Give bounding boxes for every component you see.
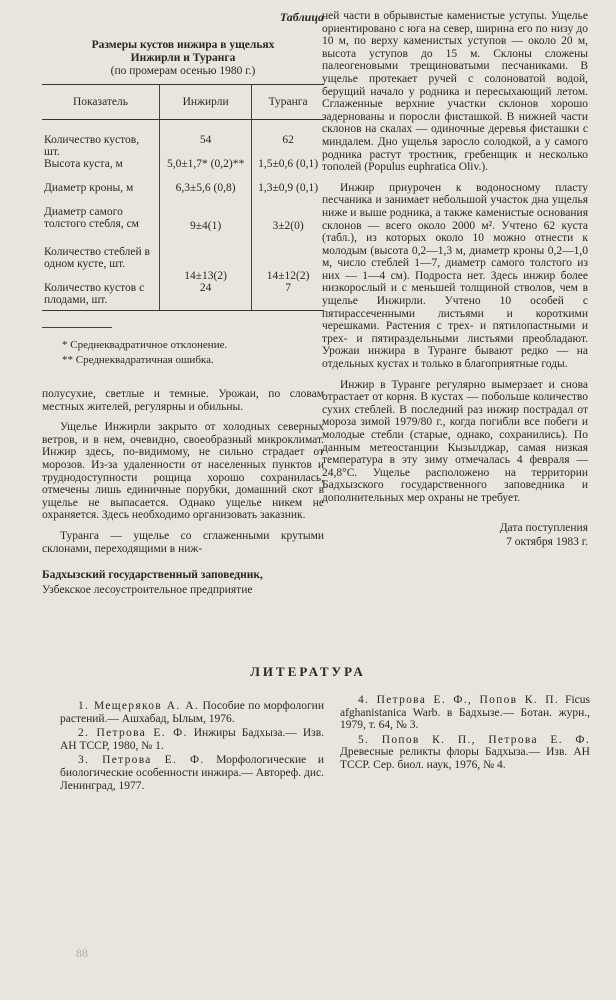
reference-item <box>60 700 324 725</box>
table-title-line-3: (по промерам осенью 1980 г.) <box>110 65 256 77</box>
left-paragraph-3: Туранга — ущелье со сглаженными крутыми склонами, переходящими в ниж- <box>42 529 324 555</box>
cell-turanga: 1,5±0,6 (0,1) <box>252 158 324 182</box>
reference-text: Морфологические и биологические особенности инжира.— Автореф. дис. Ленинград, 1977. <box>60 754 324 792</box>
footnote-2: ** Среднеквадратичная ошибка. <box>62 354 214 366</box>
page-number: 88 <box>76 946 88 960</box>
table-row <box>42 182 324 206</box>
table-row <box>42 206 324 246</box>
literature-heading: ЛИТЕРАТУРА <box>250 664 366 679</box>
right-paragraph-1: ней части в обрывистые каменистые уступы. Ущелье ориентировано с юга на север, ширина его по низу до 10 м, по верху каменистых уступов — около 20 м, высота уступов до 15 м. Склоны сложены палеогеновыми трещиноватыми песчаниками. В ущелье протекает ручей с солоноватой водой, берущий начало у родника и пересыхающий летом. Сглаженные верхние участки склонов хорошо задернованы и поросли фисташкой. В нижней части склонов на скалах — одиночные деревья фисташки с миндалем. Дно ущелья заросло солодкой, а у самого родника растут тростник, гребенщик и несколько тополей (Populus euphratica Oliv.). <box>322 10 588 174</box>
reference-author: 1. Мещеряков А. А. <box>78 700 200 712</box>
row-label: Количество кустов, шт. <box>44 134 140 158</box>
reference-item <box>340 734 590 772</box>
cell-inzhirli: 9±4(1) <box>160 206 252 246</box>
cell-turanga: 62 <box>252 120 324 159</box>
table-row <box>42 282 324 311</box>
affiliation-org: Узбекское лесоустроительное предприятие <box>42 584 253 597</box>
right-paragraph-3: Инжир в Туранге регулярно вымерзает и снова отрастает от корня. В кустах — побольше количество сухих стеблей. В последний раз инжир пострадал от мороза зимой 1979/80 г., когда погибли все побеги и молодые стебли (старые, однако, сохранились). По данным метеостанции Кызылджар, самая низкая температура в эту зиму отмечалась 4 февраля —24,8°С. Ущелье расположено на территории Бадхызского государственного заповедника и дополнительных мер охраны не требует. <box>322 378 588 504</box>
row-label: Количество кустов с плодами, шт. <box>42 282 160 311</box>
references-right <box>340 694 590 774</box>
reference-item <box>340 694 590 732</box>
cell-inzhirli: 5,0±1,7* (0,2)** <box>160 158 252 182</box>
row-label: Диаметр самого толстого стебля, см <box>44 206 139 230</box>
cell-inzhirli: 6,3±5,6 (0,8) <box>160 182 252 206</box>
received-date: 7 октября 1983 г. <box>506 535 588 548</box>
left-column <box>42 10 324 596</box>
table-title-line-2: Инжирли и Туранга <box>130 52 236 64</box>
cell-inzhirli: 24 <box>160 282 252 311</box>
reference-item <box>60 754 324 792</box>
cell-turanga: 1,3±0,9 (0,1) <box>252 182 324 206</box>
header-indicator: Показатель <box>42 85 160 120</box>
row-label: Высота куста, м <box>44 158 123 170</box>
affiliation-reserve: Бадхызский государственный заповедник, <box>42 569 263 582</box>
reference-author: 3. Петрова Е. Ф. <box>78 754 205 767</box>
received-note <box>322 521 588 549</box>
reference-item <box>60 727 324 752</box>
row-label: Количество стеблей в одном кусте, шт. <box>44 246 150 270</box>
reference-text: Пособие по морфологии растений.— Ашхабад, Ылым, 1976. <box>60 700 324 725</box>
table-caption: Таблица <box>279 10 324 24</box>
table-title <box>42 39 324 78</box>
reference-text: Ficus afghanistanica Warb. в Бадхызе.— Ботан. журн., 1979, т. 64, № 3. <box>340 694 590 732</box>
references-left <box>60 700 324 794</box>
reference-author: 5. Попов К. П., Петрова Е. Ф. <box>358 733 590 746</box>
cell-inzhirli: 14±13(2) <box>160 246 252 282</box>
right-column <box>322 10 588 549</box>
cell-inzhirli: 54 <box>160 120 252 159</box>
header-turanga: Туранга <box>252 85 324 120</box>
footnote-1: * Среднеквадратичное отклонение. <box>62 339 228 351</box>
left-paragraph-2: Ущелье Инжирли закрыто от холодных северных ветров, и в нем, очевидно, своеобразный микроклимат. Инжир здесь, по-видимому, не сильно страдает от морозов. Из-за удаленности от населенных пунктов и труднодоступности рощица хорошо сохранилась, отмечены лишь единичные порубки, домашний скот в ущелье не выпасается. Однако ущелье никем не охраняется. Здесь необходимо организовать заказник. <box>42 421 324 522</box>
table-row <box>42 246 324 282</box>
cell-turanga: 7 <box>252 282 324 311</box>
received-label: Дата поступления <box>499 521 588 534</box>
cell-turanga: 14±12(2) <box>252 246 324 282</box>
reference-author: 2. Петрова Е. Ф. <box>78 727 188 740</box>
reference-text: Инжиры Бадхыза.— Изв. АН ТССР, 1980, № 1. <box>60 727 324 752</box>
table-row <box>42 158 324 182</box>
table-row <box>42 120 324 159</box>
cell-turanga: 3±2(0) <box>252 206 324 246</box>
header-inzhirli: Инжирли <box>160 85 252 120</box>
row-label: Диаметр кроны, м <box>44 182 134 194</box>
left-paragraph-1: полусухие, светлые и темные. Урожаи, по словам местных жителей, регулярны и обильны. <box>42 388 324 413</box>
footnote-rule <box>42 327 112 328</box>
reference-author: 4. Петрова Е. Ф., Попов К. П. <box>358 694 560 706</box>
reference-text: Древесные реликты флоры Бадхыза.— Изв. АН ТССР. Сер. биол. наук, 1976, № 4. <box>340 746 590 771</box>
right-paragraph-2: Инжир приурочен к водоносному пласту песчаника и занимает небольшой участок дна ущелья ниже и выше родника, а также каменистые основания склонов — всего около 2000 м². Учтено 62 куста (табл.), из которых около 10 можно отнести к молодым (высота 0,2—1,3 м, диаметр кроны 0,2—1,0 м, число стеблей 1—7, диаметр самого толстого из них — 1—4 см). Подроста нет. Здесь инжир более низкорослый и с меньшей толщиной стволов, чем в ущелье Инжирли. Учтено 10 особей с пятирассеченными листьями и короткими черешками. Растения с трех- и пятилопастными и трех- и пятираздельными листьями преобладают. Урожаи инжира в Туранге бывают редко — на отдельных кустах и только в благоприятные годы. <box>322 181 588 371</box>
data-table <box>42 84 324 311</box>
table-title-line-1: Размеры кустов инжира в ущельях <box>91 39 275 51</box>
